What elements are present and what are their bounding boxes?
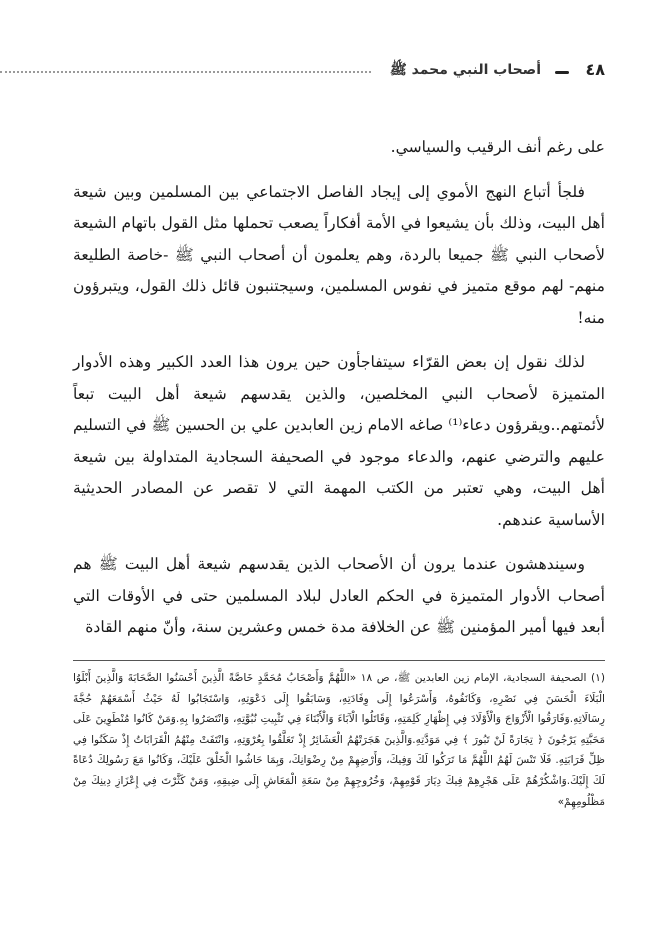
paragraph-1: على رغم أنف الرقيب والسياسي. bbox=[390, 138, 605, 156]
header-dash bbox=[555, 71, 569, 74]
paragraph-2: فلجأ أتباع النهج الأموي إلى إيجاد الفاصل الاجتماعي بين المسلمين وبين شيعة أهل البيت، وذلك بأن يشيعوا في الأمة أفكاراً يصعب تحملها مثل القول باتهام الشيعة لأصحاب النبي ﷺ جميعا بالردة، وهم يعلمون أن أصحاب النبي ﷺ -خاصة الطليعة منهم- لهم موقع متميز في نفوس المسلمين، وسيجتنبون قائل ذلك القول، ويتبرؤون منه! bbox=[73, 182, 605, 327]
page-number: ٤٨ bbox=[585, 60, 605, 79]
footnote-separator bbox=[73, 660, 605, 661]
running-title: أصحاب النبي محمد ﷺ bbox=[389, 62, 541, 78]
paragraph-3: لذلك نقول إن بعض القرّاء سيتفاجأون حين يرون هذا العدد الكبير وهذه الأدوار المتميزة لأصحاب النبي المخلصين، والذين يقدسهم شيعة أهل البيت تبعاً لأئمتهم..ويقرؤون دعاء⁽¹⁾ صاغه الامام زين العابدين علي بن الحسين ﷺ في التسليم عليهم والترضي عنهم، والدعاء موجود في الصحيفة السجادية المتداولة بين شيعة أهل البيت، وهي تعتبر من الكتب المهمة التي لا تقصر عن المصادر الحديثية الأساسية عندهم. bbox=[73, 353, 605, 529]
main-text bbox=[73, 132, 605, 657]
footnote-text: (١) الصحيفة السجادية، الإمام زين العابدين ﷺ، ص ١٨ «اللَّهُمَّ وَأَصْحَابُ مُحَمَّدٍ خَاصَّةً الَّذِينَ أَحْسَنُوا الصَّحَابَةَ وَالَّذِينَ أَبْلَوُا الْبَلَاءَ الْحَسَنَ فِي نَصْرِهِ، وَكَانَفُوهُ، وَأَسْرَعُوا إِلَى وِفَادَتِهِ، وَسَابَقُوا إِلَى دَعْوَتِهِ، وَاسْتَجَابُوا لَهُ حَيْثُ أَسْمَعَهُمْ حُجَّةَ رِسَالَاتِهِ.وَفَارَقُوا الْأَزْوَاجَ وَالْأَوْلَادَ فِي إِظْهَارِ كَلِمَتِهِ، وَقَاتَلُوا الْآبَاءَ وَالْأَبْنَاءَ فِي تَثْبِيتِ نُبُوَّتِهِ، وَانْتَصَرُوا بِهِ.وَمَنْ كَانُوا مُنْطَوِينَ عَلَى مَحَبَّتِهِ يَرْجُونَ ﴿ تِجَارَةً لَنْ تَبُورَ ﴾ فِي مَوَدَّتِهِ.وَالَّذِينَ هَجَرَتْهُمُ الْعَشَائِرُ إِذْ تَعَلَّقُوا بِعُرْوَتِهِ، وَانْتَفَتْ مِنْهُمُ الْقَرَابَاتُ إِذْ سَكَنُوا فِي ظِلِّ قَرَابَتِهِ. فَلَا تَنْسَ لَهُمُ اللَّهُمَّ مَا تَرَكُوا لَكَ وَفِيكَ، وَأَرْضِهِمْ مِنْ رِضْوَانِكَ، وَبِمَا حَاشُوا الْخَلْقَ عَلَيْكَ، وَكَانُوا مَعَ رَسُولِكَ دُعَاةً لَكَ إِلَيْكَ.وَاشْكُرْهُمْ عَلَى هَجْرِهِمْ فِيكَ دِيَارَ قَوْمِهِمْ، وَخُرُوجِهِمْ مِنْ سَعَةِ الْمَعَاشِ إِلَى ضِيقِهِ، وَمَنْ كَثَّرْتَ فِي إِعْزَازِ دِينِكَ مِنْ مَظْلُومِهِمْ» bbox=[73, 672, 605, 808]
running-header bbox=[0, 58, 669, 90]
header-dotted-rule bbox=[0, 71, 371, 73]
footnote bbox=[73, 668, 605, 812]
paragraph-4: وسيندهشون عندما يرون أن الأصحاب الذين يقدسهم شيعة أهل البيت ﷺ هم أصحاب الأدوار المتميزة في الحكم العادل لبلاد المسلمين حتى في الأوقات التي أبعد فيها أمير المؤمنين ﷺ عن الخلافة مدة خمس وعشرين سنة، وأنّ منهم القادة bbox=[73, 555, 605, 636]
